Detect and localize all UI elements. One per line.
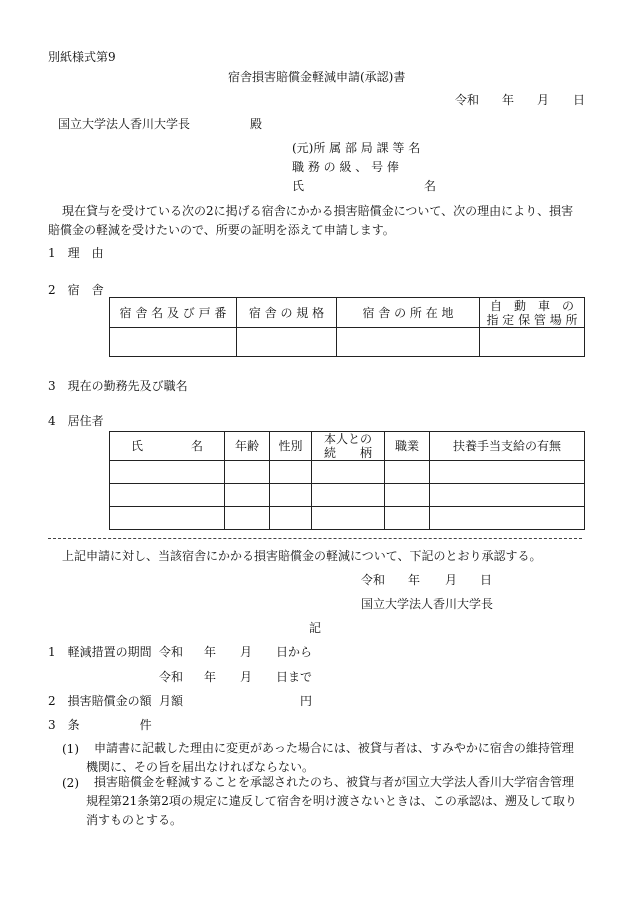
section-housing: 2 宿 舎 — [48, 283, 104, 297]
resident-cell[interactable] — [110, 461, 225, 484]
resident-cell[interactable] — [312, 484, 385, 507]
ki-heading: 記 — [309, 621, 322, 635]
residents-table — [109, 431, 585, 530]
table-row — [110, 484, 585, 507]
resident-cell[interactable] — [270, 507, 312, 530]
date-year: 年 — [502, 93, 515, 107]
resident-cell[interactable] — [312, 461, 385, 484]
applicant-name-label: 氏 名 — [292, 179, 437, 193]
housing-location-cell[interactable] — [337, 328, 480, 357]
resident-cell[interactable] — [110, 484, 225, 507]
condition-1-body: 申請書に記載した理由に変更があった場合には、被貸与者は、すみやかに宿舎の維持管理機関に、その旨を届出なければならない。 — [86, 741, 574, 774]
amount-unit: 円 — [300, 694, 313, 708]
section-reason: 1 理 由 — [48, 246, 104, 260]
header-allowance: 扶養手当支給の有無 — [430, 432, 585, 461]
housing-spec-cell[interactable] — [237, 328, 337, 357]
period-from-era: 令和 — [159, 645, 184, 659]
header-parking — [480, 298, 585, 328]
resident-cell[interactable] — [270, 484, 312, 507]
resident-cell[interactable] — [385, 507, 430, 530]
addressee-name: 国立大学法人香川大学長 — [58, 117, 191, 131]
header-housing-name: 宿 舎 名 及 び 戸 番 — [110, 298, 237, 328]
header-sex: 性別 — [270, 432, 312, 461]
header-parking-line1: 自 動 車 の — [489, 298, 574, 313]
resident-cell[interactable] — [312, 507, 385, 530]
condition-2-text — [86, 773, 584, 830]
amount-prefix: 月額 — [159, 694, 184, 708]
header-relation-line2: 続 柄 — [323, 446, 372, 460]
date-era: 令和 — [455, 93, 480, 107]
addressee-honorific: 殿 — [250, 117, 263, 131]
approval-date-era: 令和 — [361, 573, 386, 587]
period-label: 1 軽減措置の期間 — [48, 645, 152, 659]
condition-1-text — [86, 739, 584, 777]
period-to-era: 令和 — [159, 670, 184, 684]
period-to-suffix: 日まで — [276, 670, 313, 684]
header-relation-line1: 本人との — [323, 432, 372, 446]
resident-cell[interactable] — [225, 484, 270, 507]
resident-cell[interactable] — [225, 507, 270, 530]
resident-cell[interactable] — [430, 507, 585, 530]
applicant-department-label: (元)所 属 部 局 課 等 名 — [292, 141, 421, 155]
parking-cell[interactable] — [480, 328, 585, 357]
resident-cell[interactable] — [430, 484, 585, 507]
housing-name-cell[interactable] — [110, 328, 237, 357]
date-day: 日 — [573, 93, 586, 107]
resident-cell[interactable] — [385, 484, 430, 507]
period-to-year: 年 — [204, 670, 217, 684]
table-row — [110, 461, 585, 484]
approval-statement: 上記申請に対し、当該宿舎にかかる損害賠償金の軽減について、下記のとおり承認する。 — [62, 549, 542, 563]
document-title: 宿舎損害賠償金軽減申請(承認)書 — [228, 70, 406, 84]
period-from-suffix: 日から — [276, 645, 313, 659]
header-age: 年齢 — [225, 432, 270, 461]
approval-date-month: 月 — [445, 573, 458, 587]
header-occupation: 職業 — [385, 432, 430, 461]
conditions-label: 3 条 件 — [48, 718, 152, 732]
approval-date-year: 年 — [408, 573, 421, 587]
intro-paragraph: 現在貸与を受けている次の2に掲げる宿舎にかかる損害賠償金について、次の理由により、損害賠償金の軽減を受けたいので、所要の証明を添えて申請します。 — [48, 204, 574, 237]
separator-line — [48, 538, 582, 539]
table-row — [110, 507, 585, 530]
period-from-month: 月 — [240, 645, 253, 659]
condition-2-number: (2) — [62, 776, 79, 790]
amount-label: 2 損害賠償金の額 — [48, 694, 152, 708]
section-residents: 4 居住者 — [48, 414, 104, 428]
header-name: 氏 名 — [110, 432, 225, 461]
condition-1-number: (1) — [62, 742, 79, 756]
resident-cell[interactable] — [225, 461, 270, 484]
period-to-month: 月 — [240, 670, 253, 684]
resident-cell[interactable] — [385, 461, 430, 484]
approval-signer: 国立大学法人香川大学長 — [361, 597, 494, 611]
header-relation — [312, 432, 385, 461]
resident-cell[interactable] — [270, 461, 312, 484]
section-workplace: 3 現在の勤務先及び職名 — [48, 379, 188, 393]
condition-2-body: 損害賠償金を軽減することを承認されたのち、被貸与者が国立大学法人香川大学宿舎管理規程第21条第2項の規定に違反して宿舎を明け渡さないときは、この承認は、遡及して取り消すものとする。 — [86, 775, 577, 827]
resident-cell[interactable] — [110, 507, 225, 530]
header-housing-location: 宿 舎 の 所 在 地 — [337, 298, 480, 328]
header-housing-spec: 宿 舎 の 規 格 — [237, 298, 337, 328]
applicant-grade-label: 職 務 の 級 、 号 俸 — [292, 160, 399, 174]
housing-table — [109, 297, 585, 357]
period-from-year: 年 — [204, 645, 217, 659]
date-month: 月 — [537, 93, 550, 107]
approval-date-day: 日 — [480, 573, 493, 587]
form-id: 別紙様式第9 — [48, 50, 116, 64]
resident-cell[interactable] — [430, 461, 585, 484]
header-parking-line2: 指 定 保 管 場 所 — [486, 312, 578, 327]
